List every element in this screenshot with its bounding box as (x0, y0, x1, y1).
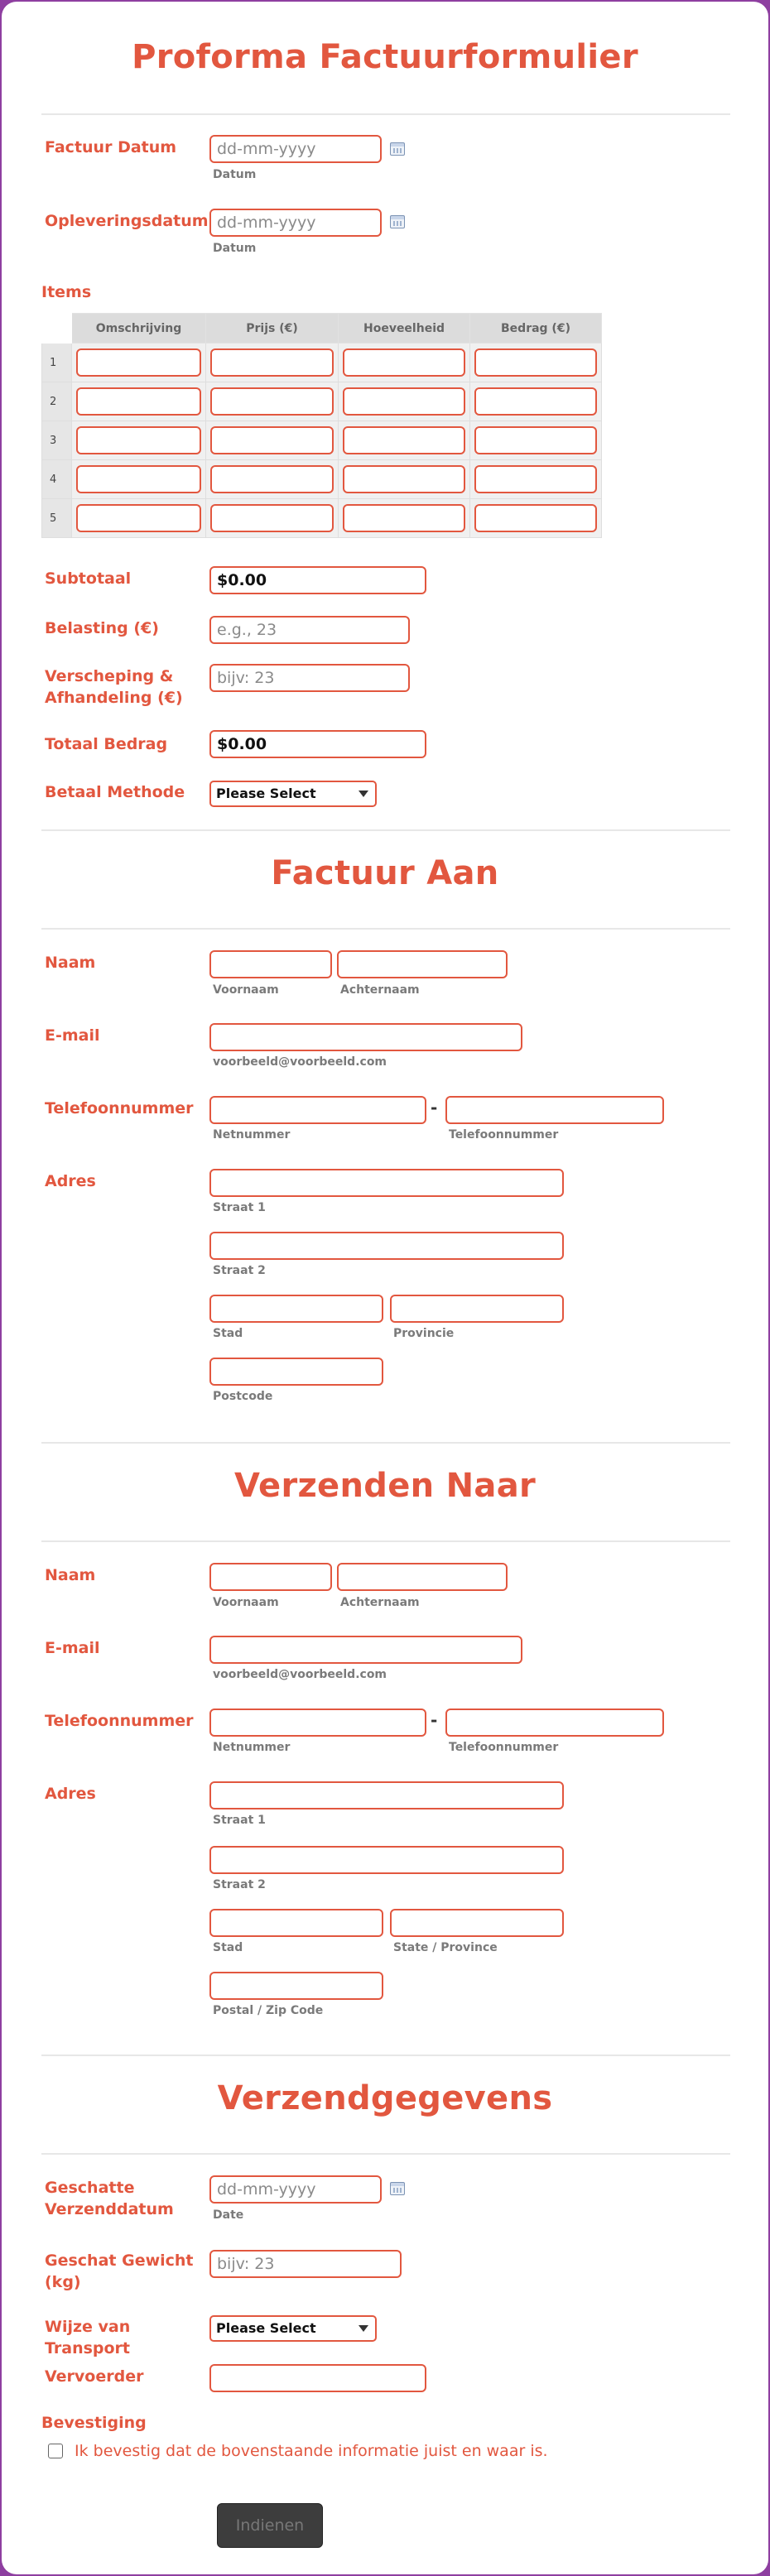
table-row (42, 344, 602, 382)
payment-method-select[interactable] (209, 781, 377, 807)
subtotal-label: Subtotaal (45, 570, 132, 588)
invoice-date-label: Factuur Datum (45, 138, 177, 156)
confirm-checkbox-label[interactable]: Ik bevestig dat de bovenstaande informatie juist en waar is. (75, 2442, 548, 2460)
bill-email-label: E-mail (45, 1026, 100, 1045)
total-label: Totaal Bedrag (45, 735, 168, 753)
shipping-handling-label: Verscheping & Afhandeling (€) (45, 667, 183, 707)
ship-street2-input[interactable] (209, 1846, 564, 1874)
carrier-label: Vervoerder (45, 2367, 144, 2386)
subtotal-input[interactable] (209, 566, 426, 594)
items-label: Items (41, 283, 92, 301)
bill-email-input[interactable] (209, 1023, 522, 1051)
column-header: Bedrag (€) (470, 314, 602, 344)
bill-street2-sublabel: Straat 2 (213, 1264, 266, 1277)
ship-name-label: Naam (45, 1566, 96, 1584)
ship-state-input[interactable] (390, 1909, 564, 1937)
ship-last-name-input[interactable] (337, 1563, 508, 1591)
calendar-icon[interactable] (390, 215, 405, 228)
description-input[interactable] (76, 387, 201, 416)
transport-select[interactable] (209, 2315, 377, 2342)
divider (41, 2153, 730, 2155)
table-row (42, 421, 602, 460)
chevron-down-icon (359, 791, 368, 797)
chevron-down-icon (359, 2325, 368, 2332)
row-number: 3 (42, 421, 72, 460)
quantity-input[interactable] (343, 348, 465, 377)
amount-input[interactable] (474, 348, 597, 377)
description-input[interactable] (76, 426, 201, 454)
bill-area-code-sublabel: Netnummer (213, 1128, 291, 1141)
section-title-shipping: Verzendgegevens (217, 2079, 553, 2117)
bill-street2-input[interactable] (209, 1232, 564, 1260)
bill-city-sublabel: Stad (213, 1327, 243, 1340)
phone-separator: - (431, 1098, 438, 1117)
quantity-input[interactable] (343, 426, 465, 454)
items-table (41, 313, 602, 538)
bill-phone-label: Telefoonnummer (45, 1099, 194, 1117)
ship-email-sublabel: voorbeeld@voorbeeld.com (213, 1668, 387, 1681)
section-title-ship-to: Verzenden Naar (233, 1467, 537, 1505)
bill-phone-number-input[interactable] (445, 1096, 664, 1124)
description-input[interactable] (76, 504, 201, 532)
divider (41, 2055, 730, 2056)
submit-button[interactable]: Indienen (217, 2503, 323, 2548)
quantity-input[interactable] (343, 465, 465, 493)
bill-address-label: Adres (45, 1172, 96, 1190)
divider (41, 1540, 730, 1542)
quantity-input[interactable] (343, 387, 465, 416)
table-row (42, 460, 602, 499)
calendar-icon[interactable] (390, 142, 405, 156)
table-corner (42, 314, 72, 344)
tax-label: Belasting (€) (45, 619, 159, 637)
ship-area-code-input[interactable] (209, 1709, 426, 1737)
bill-area-code-input[interactable] (209, 1096, 426, 1124)
ship-phone-number-input[interactable] (445, 1709, 664, 1737)
ship-phone-number-sublabel: Telefoonnummer (449, 1741, 559, 1754)
divider (41, 1442, 730, 1444)
calendar-icon[interactable] (390, 2182, 405, 2195)
ship-street1-sublabel: Straat 1 (213, 1814, 266, 1827)
column-header: Prijs (€) (206, 314, 339, 344)
ship-street2-sublabel: Straat 2 (213, 1878, 266, 1891)
quantity-input[interactable] (343, 504, 465, 532)
bill-phone-number-sublabel: Telefoonnummer (449, 1128, 559, 1141)
description-input[interactable] (76, 348, 201, 377)
amount-input[interactable] (474, 504, 597, 532)
row-number: 1 (42, 344, 72, 382)
select-value: Please Select (216, 2320, 316, 2336)
bill-name-label: Naam (45, 954, 96, 972)
invoice-date-input[interactable] (209, 135, 382, 163)
price-input[interactable] (210, 387, 334, 416)
confirmation-label: Bevestiging (41, 2414, 147, 2432)
tax-input[interactable] (209, 616, 410, 644)
bill-street1-input[interactable] (209, 1169, 564, 1197)
delivery-date-input[interactable] (209, 209, 382, 237)
phone-separator: - (431, 1710, 438, 1730)
select-value: Please Select (216, 786, 316, 801)
transport-label: Wijze van Transport (45, 2318, 131, 2357)
bill-postal-sublabel: Postcode (213, 1390, 273, 1403)
bill-state-input[interactable] (390, 1295, 564, 1323)
amount-input[interactable] (474, 387, 597, 416)
ship-email-label: E-mail (45, 1639, 100, 1657)
amount-input[interactable] (474, 465, 597, 493)
column-header: Hoeveelheid (339, 314, 470, 344)
page-title: Proforma Factuurformulier (132, 38, 638, 76)
ship-address-label: Adres (45, 1785, 96, 1803)
bill-last-name-input[interactable] (337, 950, 508, 978)
price-input[interactable] (210, 348, 334, 377)
ship-last-name-sublabel: Achternaam (340, 1596, 420, 1609)
ship-city-sublabel: Stad (213, 1941, 243, 1954)
section-title-bill-to: Factuur Aan (271, 854, 499, 892)
divider (41, 928, 730, 930)
row-number: 2 (42, 382, 72, 421)
confirm-checkbox[interactable] (48, 2444, 63, 2458)
amount-input[interactable] (474, 426, 597, 454)
delivery-date-label: Opleveringsdatum (45, 212, 209, 230)
ship-postal-sublabel: Postal / Zip Code (213, 2004, 324, 2017)
ship-date-input[interactable] (209, 2175, 382, 2204)
bill-first-name-sublabel: Voornaam (213, 983, 279, 997)
table-row (42, 382, 602, 421)
delivery-date-sublabel: Datum (213, 242, 257, 255)
invoice-date-sublabel: Datum (213, 168, 257, 181)
ship-email-input[interactable] (209, 1636, 522, 1664)
bill-postal-input[interactable] (209, 1358, 383, 1386)
column-header: Omschrijving (72, 314, 206, 344)
form-container (2, 2, 768, 2574)
description-input[interactable] (76, 465, 201, 493)
ship-area-code-sublabel: Netnummer (213, 1741, 291, 1754)
bill-street1-sublabel: Straat 1 (213, 1201, 266, 1214)
price-input[interactable] (210, 504, 334, 532)
price-input[interactable] (210, 465, 334, 493)
ship-phone-label: Telefoonnummer (45, 1712, 194, 1730)
divider (41, 829, 730, 831)
row-number: 5 (42, 499, 72, 538)
total-input[interactable] (209, 730, 426, 758)
ship-postal-input[interactable] (209, 1972, 383, 2000)
bill-email-sublabel: voorbeeld@voorbeeld.com (213, 1055, 387, 1069)
row-number: 4 (42, 460, 72, 499)
shipping-handling-input[interactable] (209, 664, 410, 692)
bill-state-sublabel: Provincie (393, 1327, 455, 1340)
ship-date-label: Geschatte Verzenddatum (45, 2179, 174, 2218)
divider (41, 113, 730, 115)
ship-city-input[interactable] (209, 1909, 383, 1937)
ship-first-name-input[interactable] (209, 1563, 332, 1591)
bill-first-name-input[interactable] (209, 950, 332, 978)
bill-city-input[interactable] (209, 1295, 383, 1323)
ship-first-name-sublabel: Voornaam (213, 1596, 279, 1609)
table-row (42, 499, 602, 538)
carrier-input[interactable] (209, 2364, 426, 2392)
ship-state-sublabel: State / Province (393, 1941, 498, 1954)
bill-last-name-sublabel: Achternaam (340, 983, 420, 997)
ship-street1-input[interactable] (209, 1781, 564, 1809)
payment-method-label: Betaal Methode (45, 783, 185, 801)
weight-input[interactable] (209, 2250, 402, 2278)
weight-label: Geschat Gewicht (kg) (45, 2252, 194, 2291)
price-input[interactable] (210, 426, 334, 454)
ship-date-sublabel: Date (213, 2208, 244, 2222)
